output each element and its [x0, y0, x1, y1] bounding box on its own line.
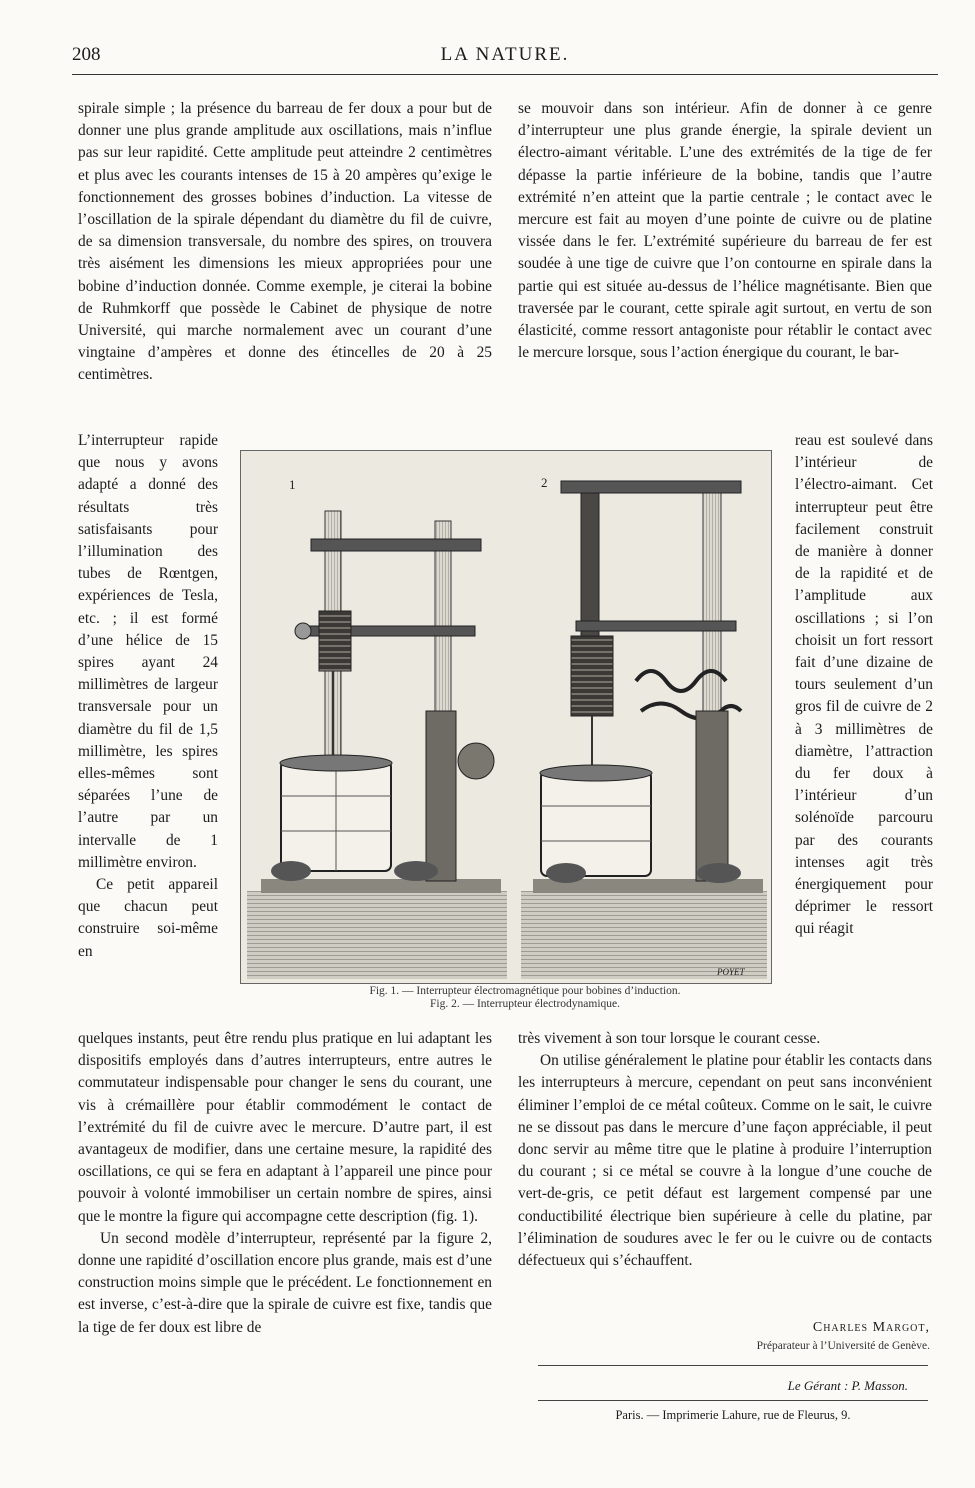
header-rule — [72, 74, 938, 75]
paragraph: Un second modèle d’interrupteur, représenté par la figure 2, donne une rapidité d’oscillation encore plus grande, mais est d’une construction moins simple que le précédent. Le fonctionnement en est inverse, c’est-à-dire que la spirale de cuivre est fixe, tandis que la tige de fer doux est libre de — [78, 1229, 492, 1336]
page-header — [72, 44, 938, 74]
caption-fig1: Fig. 1. — Interrupteur électromagnétique pour bobines d’induction. — [369, 985, 681, 997]
interrupters-engraving — [241, 451, 771, 983]
paragraph: reau est soulevé dans l’intérieur de l’électro-aimant. Cet interrupteur peut être facilement construit de manière à donner de la rapidité et de l’amplitude aux oscillations ; si l’on choisit un fort ressort fait d’une dizaine de tours seulement d’un gros fil de cuivre de 2 à 3 millimètres de diamètre, l’attraction du fer doux à l’intérieur d’un solénoïde parcouru par des courants intenses agit très énergiquement pour déprimer le ressort qui réagit — [795, 432, 933, 938]
author-name-text: Charles Margot, — [812, 1320, 930, 1335]
base-top-fig1 — [261, 879, 501, 893]
caption-fig2: Fig. 2. — Interrupteur électrodynamique. — [429, 998, 620, 1010]
paragraph: très vivement à son tour lorsque le courant cesse. — [518, 1030, 821, 1047]
left-column-top — [78, 98, 492, 387]
right-column-top — [518, 98, 932, 364]
base-fig2 — [521, 891, 767, 979]
right-column-bottom — [518, 1028, 932, 1272]
footer-rule-1 — [538, 1365, 928, 1366]
paragraph: se mouvoir dans son intérieur. Afin de donner à ce genre d’interrupteur une plus grande énergie, la spirale devient un électro-aimant véritable. L’une des extrémités de la tige de fer dépasse la partie inférieure de la bobine, tandis que l’autre extrémité n’en atteint que la partie centrale ; le contact avec le mercure est fait au moyen d’une pointe de cuivre ou de platine vissée dans le fer. L’extrémité supérieure du barreau de fer est soudée à une tige de cuivre que l’on contourne en spirale dans la partie qui est située au-dessus de l’hélice magnétisante. Bien que traversée par le courant, cette spirale agit surtout, en vertu de son élasticité, comme ressort antagoniste pour rétablir le contact avec le mercure lorsque, sous l’action énergique du courant, le bar- — [518, 100, 932, 362]
engraver-signature: POYET — [717, 967, 745, 977]
left-narrow-column — [78, 430, 218, 963]
figure-engraving — [240, 450, 772, 984]
paragraph: On utilise généralement le platine pour établir les contacts dans les interrupteurs à mercure, cependant on peut sans inconvénient éliminer l’emploi de ce métal coûteux. Comme on le sait, le cuivre ne se dissout pas dans le mercure d’une façon appréciable, il peut donc servir au même titre que le platine à produire l’interruption du courant ; si ce métal se couvre à la longue d’une couche de vert-de-gris, ce petit défaut est largement compensé par une conductibilité électrique bien supérieure à celle du platine, par l’élimination de soudures avec le fer ou le cuivre ou de contacts défectueux qui s’échauffent. — [518, 1052, 932, 1270]
author-name — [760, 1320, 930, 1336]
figure-label-2: 2 — [541, 475, 548, 490]
running-title: LA NATURE. — [440, 44, 570, 65]
figure-caption — [240, 985, 810, 1011]
imprint-line: Paris. — Imprimerie Lahure, rue de Fleurus, 9. — [615, 1408, 851, 1422]
base-fig1 — [247, 891, 507, 979]
paragraph: quelques instants, peut être rendu plus pratique en lui adaptant les dispositifs employés dans d’autres interrupteurs, entre autres le commutateur indispensable pour changer le sens du courant, une vis à crémaillère pour établir commodément le contact de l’extrémité du fil de cuivre avec le mercure. D’autre part, il est avantageux de modifier, dans une certaine mesure, la rapidité des oscillations, ce qui se fera en adaptant à l’appareil une pince pour pouvoir à volonté immobiliser un certain nombre de spires, ainsi que le montre la figure qui accompagne cette description (fig. 1). — [78, 1030, 492, 1225]
right-narrow-column — [795, 430, 933, 941]
footer-rule-2 — [538, 1400, 928, 1401]
paragraph: L’interrupteur rapide que nous y avons adapté a donné des résultats très satisfaisants pour l’illumination des tubes de Rœntgen, expériences de Tesla, etc. ; il est formé d’une hélice de 15 spires ayant 24 millimètres de largeur transversale pour un diamètre du fil de 1,5 millimètre, les spires elles-mêmes sont séparées l’une de l’autre par un intervalle de 1 millimètre environ. — [78, 432, 218, 871]
paragraph: spirale simple ; la présence du barreau de fer doux a pour but de donner une plus grande amplitude aux oscillations, mais n’influe pas sur leur rapidité. Cette amplitude peut atteindre 2 centimètres et plus avec les courants intenses de 15 à 20 ampères qu’exige le fonctionnement des grosses bobines d’induction. La vitesse de l’oscillation de la spirale dépendant du diamètre du fil de cuivre, de sa dimension transversale, du nombre des spires, on trouvera très aisément les dimensions les mieux appropriées pour une bobine d’induction donnée. Comme exemple, je citerai la bobine de Ruhmkorff que possède le Cabinet de physique de notre Université, qui marche normalement avec un courant d’une vingtaine d’ampères et donne des étincelles de 20 à 25 centimètres. — [78, 100, 492, 384]
left-column-bottom — [78, 1028, 492, 1339]
author-title: Préparateur à l’Université de Genève. — [756, 1340, 930, 1352]
paragraph: Ce petit appareil que chacun peut construire soi-même en — [78, 876, 218, 960]
gerant-line: Le Gérant : P. Masson. — [787, 1378, 908, 1393]
page-number: 208 — [72, 44, 101, 65]
figure-label-1: 1 — [289, 477, 296, 492]
